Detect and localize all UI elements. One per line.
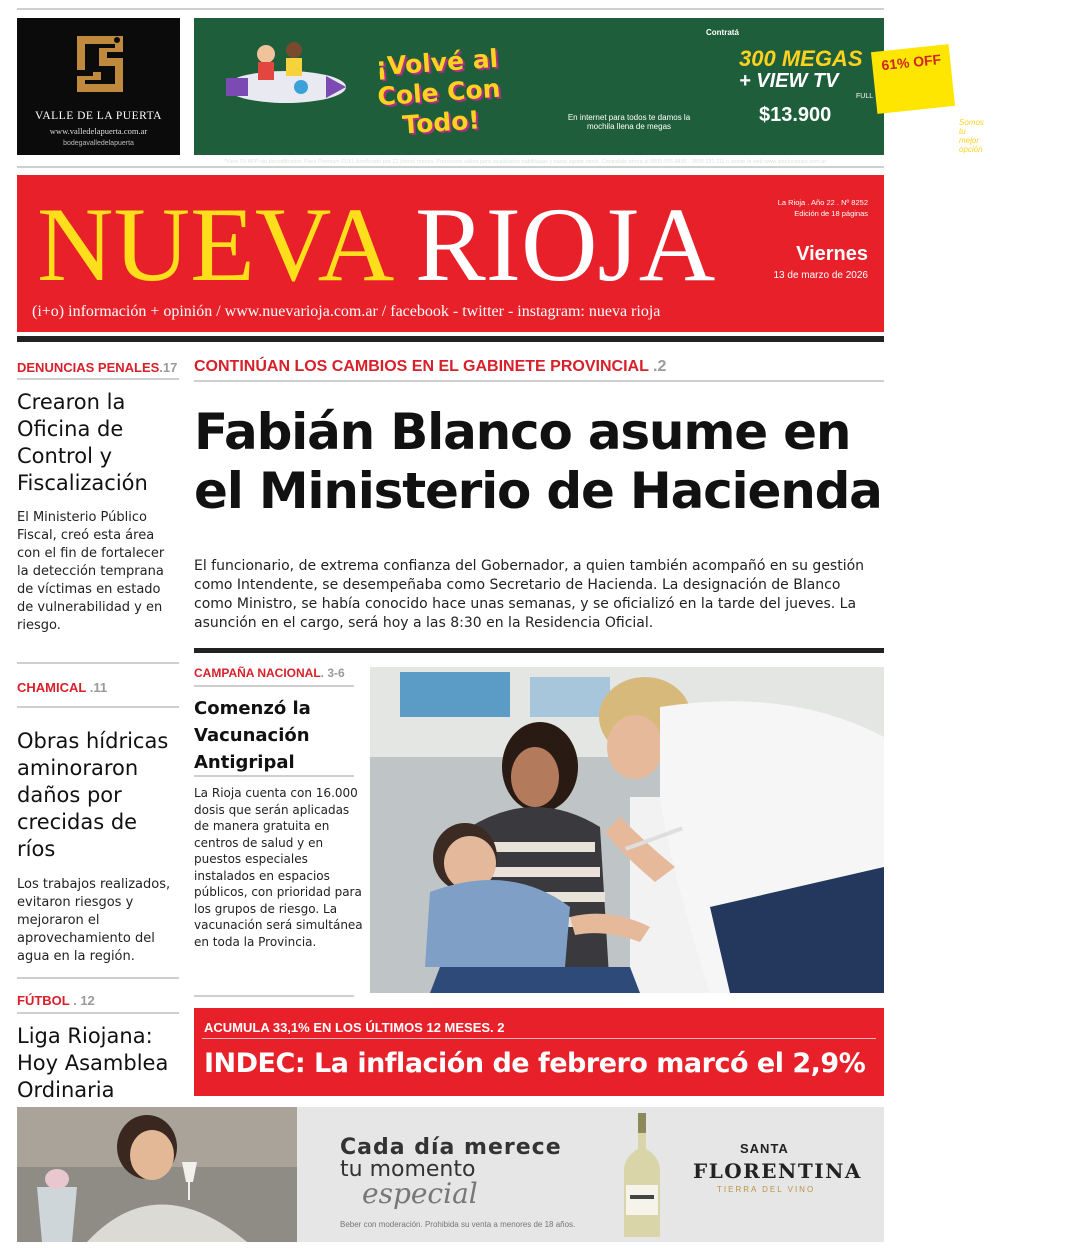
masthead-top-divider	[17, 166, 884, 168]
section-label-chamical[interactable]	[17, 680, 107, 695]
wifi-icon	[1032, 48, 1062, 68]
story-body-vacunacion: La Rioja cuenta con 16.000 dosis que serán aplicadas de manera gratuita en centros de salud y en puestos especiales instalados en espacios públicos, con prioridad para los grupos de riesgo. La vacunación será simultánea en toda la Provincia.	[194, 786, 363, 949]
section-label-campana-nacional[interactable]	[194, 666, 345, 680]
rocket-illustration-icon	[206, 32, 356, 122]
ad-url: www.valledelapuerta.com.ar	[49, 126, 148, 136]
ad-brand-top: SANTA	[740, 1141, 789, 1156]
banner-megas: 300 MEGAS	[739, 46, 863, 71]
story-body-obras-hidricas: Los trabajos realizados, evitaron riesgos y mejoraron el aprovechamiento del agua en la región.	[17, 877, 171, 964]
section-label-futbol[interactable]	[17, 993, 95, 1008]
banner-full: FULL	[856, 93, 874, 100]
issue-day: Viernes	[796, 243, 868, 265]
section-name: FÚTBOL	[17, 993, 70, 1008]
ad-social: bodegavalledelapuerta	[63, 140, 134, 147]
banner-slogan: ¡Volvé al Cole Con Todo!	[374, 43, 502, 140]
ad-slogan-line1: Cada día merece	[340, 1135, 562, 1160]
vaccination-photo-image	[370, 667, 884, 993]
banner-subtext: En internet para todos te damos la mochila llena de megas	[567, 113, 691, 131]
section-label-denuncias[interactable]	[17, 360, 177, 375]
banner-view-tv: + VIEW TV	[739, 70, 839, 92]
edition-info	[748, 197, 868, 219]
kicker-page: .2	[653, 358, 667, 375]
story-headline-oficina-control[interactable]: Crearon la Oficina de Control y Fiscalización	[17, 390, 148, 495]
banner-brand-tagline: Somos tu mejor opción	[959, 118, 984, 154]
section-page: . 12	[69, 993, 95, 1008]
section-divider	[17, 378, 179, 380]
inflation-divider	[202, 1038, 876, 1039]
section-name: CHAMICAL	[17, 680, 87, 695]
section-page: .11	[86, 680, 108, 695]
story-headline-obras-hidricas[interactable]: Obras hídricas aminoraron daños por crecidas de ríos	[17, 729, 169, 861]
story-divider	[194, 995, 354, 997]
section-divider	[194, 685, 354, 687]
banner-contrata: Contratá	[706, 28, 739, 37]
banner-fine-print: *View TV APP sin decodificador. Pack Premium FULL bonificado por 12 (doce) meses. Promoción válida para localidades habilitadas y hasta agotar stock. Contratalo ahora al 0800 555 8436 - 3805 131 111 o desde la web www.ipsoluciones.com.ar	[224, 159, 827, 165]
ad-slogan-line2: tu momento	[340, 1157, 476, 1182]
edition-number: La Rioja . Año 22 . Nº 8252	[777, 198, 868, 207]
section-name: CAMPAÑA NACIONAL	[194, 666, 321, 680]
inflation-headline[interactable]: INDEC: La inflación de febrero marcó el 2,9%	[204, 1048, 866, 1079]
banner-discount-badge: 61% OFF	[871, 44, 955, 114]
section-name: DENUNCIAS PENALES	[17, 360, 160, 375]
top-divider	[17, 8, 884, 10]
wine-bottle-icon	[620, 1113, 664, 1237]
edition-pages: Edición de 18 páginas	[794, 209, 868, 218]
story-headline-liga-riojana[interactable]: Liga Riojana: Hoy Asamblea Ordinaria	[17, 1024, 169, 1102]
banner-brand: Internet para todos	[957, 77, 1060, 115]
issue-date: 13 de marzo de 2026	[773, 270, 868, 281]
section-page: .17	[159, 360, 178, 375]
ad-brand-sub: TIERRA DEL VINO	[717, 1185, 816, 1194]
main-story-kicker[interactable]	[194, 358, 666, 376]
valle-de-la-puerta-ad[interactable]	[17, 18, 180, 155]
title-part-rioja: RIOJA	[414, 186, 716, 303]
masthead-tagline: (i+o) información + opinión / www.nuevarioja.com.ar / facebook - twitter - instagram: nueva rioja	[32, 303, 661, 320]
story-divider	[17, 662, 179, 664]
story-divider	[17, 977, 179, 979]
masthead	[17, 175, 884, 332]
section-page: . 3-6	[320, 666, 345, 680]
story-divider	[194, 775, 354, 777]
ad-slogan-line3: especial	[362, 1177, 478, 1210]
main-story-bottom-rule	[194, 648, 884, 653]
banner-price: $13.900	[759, 104, 832, 126]
ad-legal-notice: Beber con moderación. Prohibida su venta a menores de 18 años.	[340, 1220, 576, 1229]
vaccination-photo[interactable]	[370, 667, 884, 993]
kicker-text: CONTINÚAN LOS CAMBIOS EN EL GABINETE PROVINCIAL	[194, 358, 649, 375]
kicker-divider	[194, 380, 884, 382]
main-story-body: El funcionario, de extrema confianza del Gobernador, a quien también acompañó en su gestión como Intendente, se desempeñaba como Secretario de Hacienda. La designación de Blanco como Ministro, se había conocido hace unas semanas, y se oficializó en la tarde del jueves. La asunción en el cargo, será hoy a las 8:30 en la Residencia Oficial.	[194, 558, 865, 631]
ad-brand-main: FLORENTINA	[693, 1159, 862, 1183]
inflation-story-box[interactable]	[194, 1008, 884, 1096]
woman-with-wine-photo	[17, 1107, 297, 1242]
section-divider	[17, 706, 179, 708]
story-body-oficina-control: El Ministerio Público Fiscal, creó esta área con el fin de fortalecer la detección temprana de víctimas en estado de vulnerabilidad y en riesgo.	[17, 510, 165, 633]
inflation-kicker: ACUMULA 33,1% EN LOS ÚLTIMOS 12 MESES. 2	[204, 1020, 505, 1035]
main-headline[interactable]: Fabián Blanco asume en el Ministerio de Hacienda	[194, 403, 882, 520]
section-divider	[17, 1012, 179, 1014]
newspaper-title[interactable]	[37, 175, 715, 315]
santa-florentina-ad[interactable]	[17, 1107, 884, 1242]
winery-logo-icon	[67, 28, 133, 100]
story-headline-vacunacion[interactable]: Comenzó la Vacunación Antigripal	[194, 698, 311, 773]
masthead-bottom-rule	[17, 336, 884, 342]
internet-promo-banner[interactable]	[194, 18, 1060, 165]
ad-brand-name: VALLE DE LA PUERTA	[35, 110, 162, 122]
title-part-nueva: NUEVA	[37, 186, 389, 303]
